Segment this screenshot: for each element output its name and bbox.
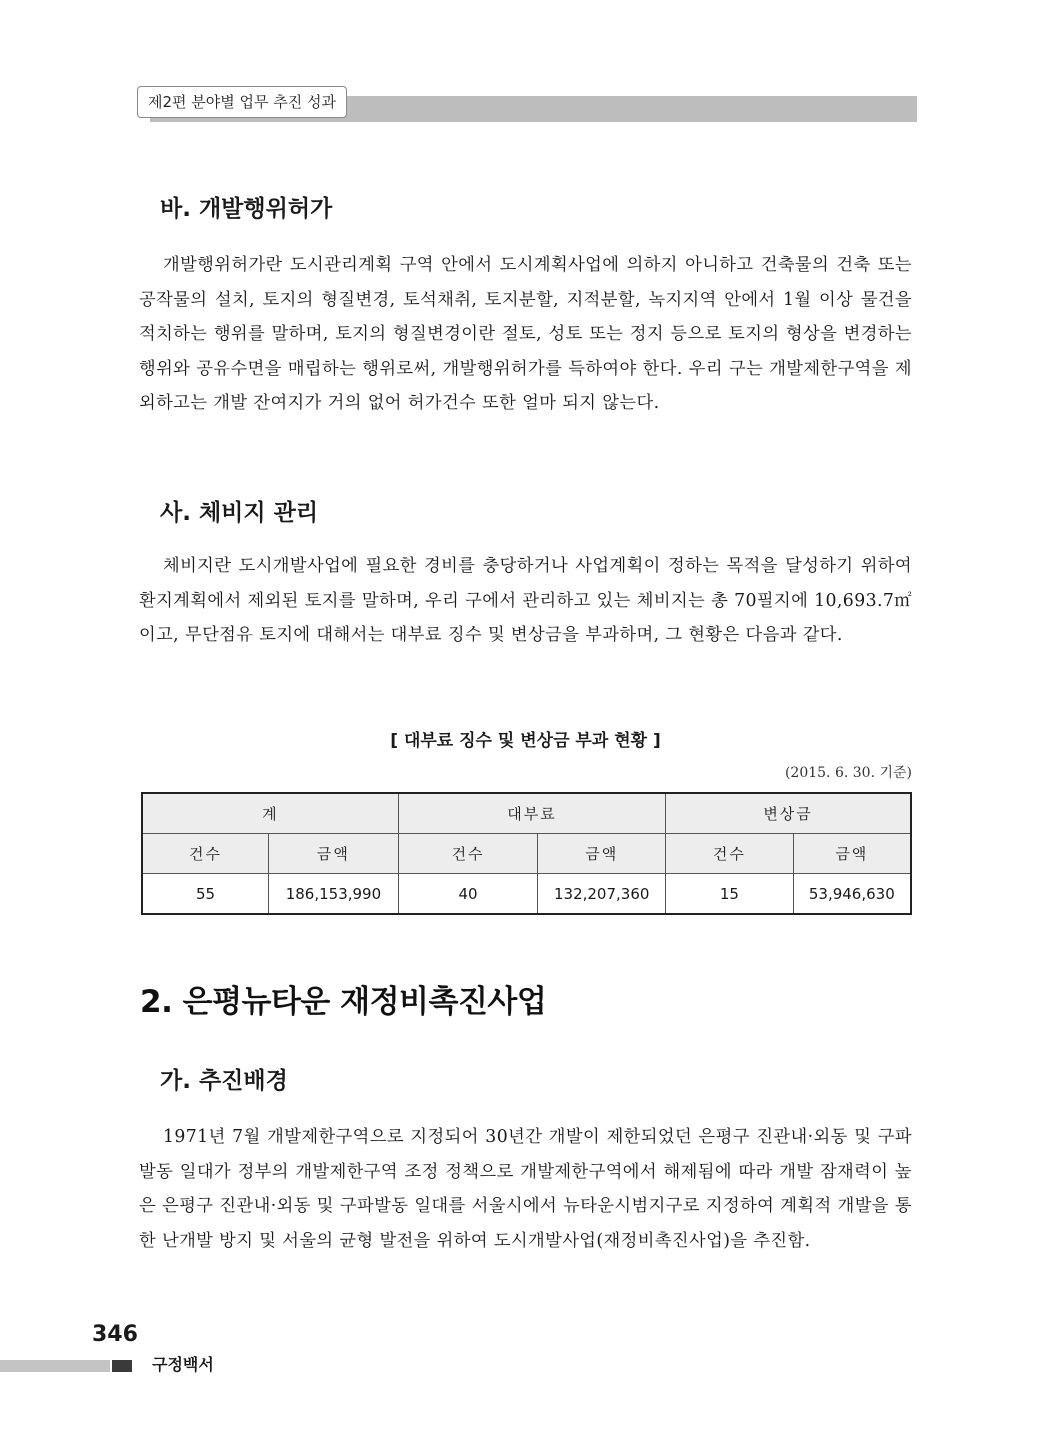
footer-bar xyxy=(0,1360,110,1372)
table-group-header-row xyxy=(142,793,911,834)
header-total: 계 xyxy=(142,793,398,834)
cell-rent-amount: 132,207,360 xyxy=(538,874,666,915)
paragraph-ba: 개발행위허가란 도시관리계획 구역 안에서 도시계획사업에 의하지 아니하고 건축물의 건축 또는 공작물의 설치, 토지의 형질변경, 토석채취, 토지분할, 지적분할, 녹지지역 안에서 1월 이상 물건을 적치하는 행위를 말하며, 토지의 형질변경이란 절토, 성토 또는 정지 등으로 토지의 형상을 변경하는 행위와 공유수면을 매립하는 행위로써, 개발행위허가를 득하여야 한다. 우리 구는 개발제한구역을 제외하고는 개발 잔여지가 거의 없어 허가건수 또한 얼마 되지 않는다. xyxy=(139,255,912,413)
sub-header-amount: 금액 xyxy=(269,834,399,874)
sub-header-count: 건수 xyxy=(142,834,269,874)
paragraph-sa: 체비지란 도시개발사업에 필요한 경비를 충당하거나 사업계획이 정하는 목적을 달성하기 위하여 환지계획에서 제외된 토지를 말하며, 우리 구에서 관리하고 있는 체비지는 총 70필지에 10,693.7㎡이고, 무단점유 토지에 대해서는 대부료 징수 및 변상금을 부과하며, 그 현황은 다음과 같다. xyxy=(139,556,912,645)
chapter-heading: 2. 은평뉴타운 재정비촉진사업 xyxy=(140,984,547,1020)
table-title: [ 대부료 징수 및 변상금 부과 현황 ] xyxy=(390,731,661,751)
book-title: 구정백서 xyxy=(152,1355,214,1374)
cell-total-count: 55 xyxy=(142,874,269,915)
page-number: 346 xyxy=(92,1322,138,1347)
heading-ga: 가. 추진배경 xyxy=(160,1068,288,1094)
heading-ba: 바. 개발행위허가 xyxy=(160,196,333,222)
cell-rent-count: 40 xyxy=(398,874,537,915)
sub-header-count: 건수 xyxy=(666,834,793,874)
sub-header-count: 건수 xyxy=(398,834,537,874)
sub-header-amount: 금액 xyxy=(793,834,911,874)
rent-penalty-table xyxy=(141,792,912,915)
paragraph-ga: 1971년 7월 개발제한구역으로 지정되어 30년간 개발이 제한되었던 은평구 진관내·외동 및 구파발동 일대가 정부의 개발제한구역 조정 정책으로 개발제한구역에서 해제됨에 따라 개발 잠재력이 높은 은평구 진관내·외동 및 구파발동 일대를 서울시에서 뉴타운시범지구로 지정하여 계획적 개발을 통한 난개발 방지 및 서울의 균형 발전을 위하여 도시개발사업(재정비촉진사업)을 추진함. xyxy=(139,1127,912,1251)
cell-total-amount: 186,153,990 xyxy=(269,874,399,915)
table-date-note: (2015. 6. 30. 기준) xyxy=(784,765,912,781)
header-penalty: 변상금 xyxy=(666,793,911,834)
sub-header-amount: 금액 xyxy=(538,834,666,874)
table-sub-header-row xyxy=(142,834,911,874)
footer-marker xyxy=(112,1360,132,1372)
section-tab: 제2편 분야별 업무 추진 성과 xyxy=(137,86,347,118)
table-row xyxy=(142,874,911,915)
heading-sa: 사. 체비지 관리 xyxy=(160,500,319,526)
header-rent: 대부료 xyxy=(398,793,665,834)
cell-penalty-amount: 53,946,630 xyxy=(793,874,911,915)
cell-penalty-count: 15 xyxy=(666,874,793,915)
